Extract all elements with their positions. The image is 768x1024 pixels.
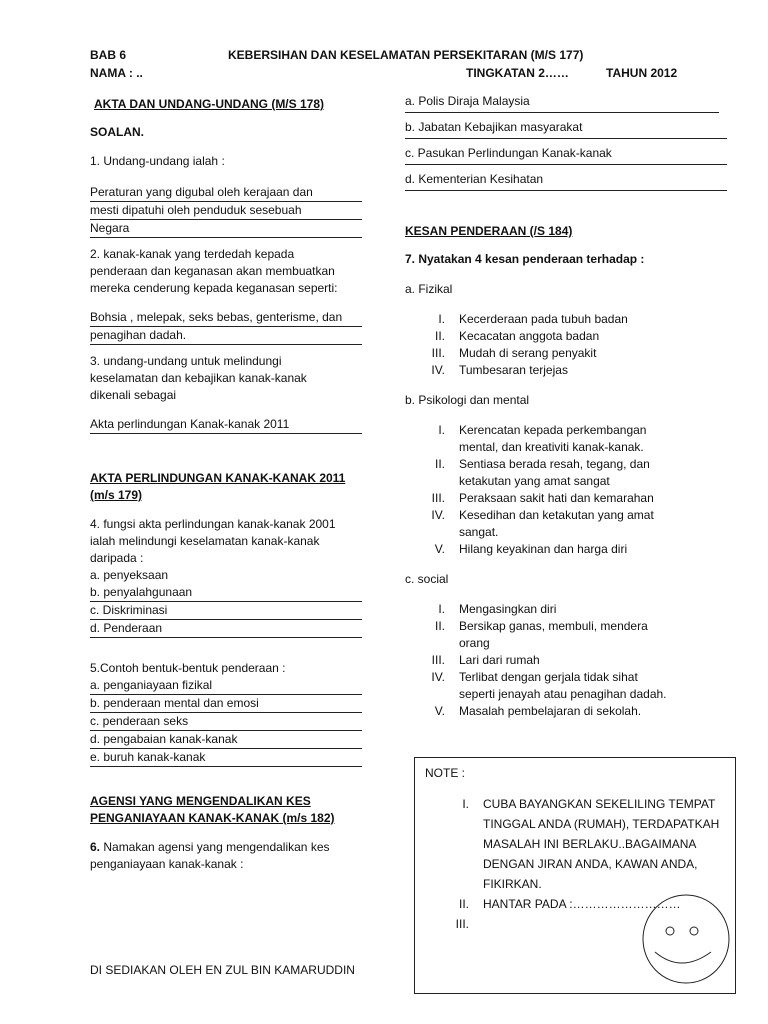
question-4-line-2: ialah melindungi keselamatan kanak-kanak — [90, 534, 320, 548]
note-item-3: III. — [455, 917, 469, 931]
answer-1-line-2: mesti dipatuhi oleh penduduk sesebuah — [90, 202, 362, 220]
fizikal-item: I. Kecerderaan pada tubuh badan — [438, 312, 628, 326]
social-item: IV. Terlibat dengan gerjala tidak sihat seperti jenayah atau penagihan dadah. — [431, 670, 667, 701]
note-item-2: II. HANTAR PADA :……………………… — [458, 897, 681, 911]
note-item-1: I. CUBA BAYANGKAN SEKELILING TEMPAT TINGGAL ANDA (RUMAH), TERDAPATKAH MASALAH INI BERLAKU..BAGAIMANA DENGAN JIRAN ANDA, KAWAN ANDA, FIKIRKAN. — [462, 797, 720, 891]
social-item: III. Lari dari rumah — [431, 653, 540, 667]
agency-option: a. Polis Diraja Malaysia — [405, 93, 719, 113]
question-5-option: e. buruh kanak-kanak — [90, 749, 362, 767]
section-title-agensi-line-2: PENGANIAYAAN KANAK-KANAK (m/s 182) — [90, 811, 335, 825]
social-item: V. Masalah pembelajaran di sekolah. — [434, 704, 642, 718]
question-4-option: b. penyalahgunaan — [90, 584, 362, 602]
page-title: KEBERSIHAN DAN KESELAMATAN PERSEKITARAN (M/S 177) — [228, 48, 584, 62]
question-4-line-3: daripada : — [90, 551, 144, 565]
question-6-line-2: penganiayaan kanak-kanak : — [90, 857, 244, 871]
note-box — [414, 757, 736, 994]
smiley-face-icon — [641, 894, 731, 986]
question-1: 1. Undang-undang ialah : — [90, 154, 225, 168]
question-2-line-2: penderaan dan keganasan akan membuatkan — [90, 264, 335, 278]
question-3-line-1: 3. undang-undang untuk melindungi — [90, 354, 282, 368]
question-7: 7. Nyatakan 4 kesan penderaan terhadap : — [405, 252, 645, 266]
agency-option: b. Jabatan Kebajikan masyarakat — [405, 119, 727, 139]
answer-2-line-2: penagihan dadah. — [90, 327, 362, 345]
psikologi-item: V. Hilang keyakinan dan harga diri — [434, 542, 628, 556]
agency-option: d. Kementerian Kesihatan — [405, 171, 727, 191]
question-5-option: c. penderaan seks — [90, 713, 362, 731]
question-5: 5.Contoh bentuk-bentuk penderaan : — [90, 661, 286, 675]
question-3-line-2: keselamatan dan kebajikan kanak-kanak — [90, 371, 307, 385]
question-6-text: Namakan agensi yang mengendalikan kes — [100, 840, 330, 854]
fizikal-label: a. Fizikal — [405, 282, 453, 296]
soalan-label: SOALAN. — [90, 125, 144, 139]
left-column — [90, 96, 362, 873]
question-6-line-1 — [90, 839, 362, 856]
answer-1-line-1: Peraturan yang digubal oleh kerajaan dan — [90, 184, 362, 202]
social-item: II. Bersikap ganas, membuli, mendera orang — [434, 619, 648, 650]
agency-option: c. Pasukan Perlindungan Kanak-kanak — [405, 145, 727, 165]
psikologi-item: IV. Kesedihan dan ketakutan yang amat sangat. — [431, 508, 654, 539]
fizikal-item: III. Mudah di serang penyakit — [431, 346, 597, 360]
section-title-akta-perlindungan: AKTA PERLINDUNGAN KANAK-KANAK 2011 — [90, 471, 346, 485]
name-label: NAMA : .. — [90, 66, 143, 80]
form-label: TINGKATAN 2…… — [466, 66, 569, 80]
section-title-akta-perlindungan-page: (m/s 179) — [90, 488, 143, 502]
section-title-agensi: AGENSI YANG MENGENDALIKAN KES — [90, 794, 311, 808]
question-4-option: c. Diskriminasi — [90, 602, 362, 620]
question-4-option: d. Penderaan — [90, 620, 362, 638]
question-2-line-1: 2. kanak-kanak yang terdedah kepada — [90, 247, 295, 261]
question-2-line-3: mereka cenderung kepada keganasan seperti: — [90, 281, 338, 295]
answer-2-line-1: Bohsia , melepak, seks bebas, genterisme, dan — [90, 309, 362, 327]
question-4-line-1: 4. fungsi akta perlindungan kanak-kanak 2001 — [90, 517, 336, 531]
right-column — [405, 93, 727, 720]
psikologi-item: II. Sentiasa berada resah, tegang, dan ketakutan yang amat sangat — [434, 457, 650, 488]
fizikal-item: II. Kecacatan anggota badan — [434, 329, 600, 343]
section-title-akta: AKTA DAN UNDANG-UNDANG (M/S 178) — [94, 97, 324, 111]
question-3-line-3: dikenali sebagai — [90, 388, 177, 402]
footer-credit: DI SEDIAKAN OLEH EN ZUL BIN KAMARUDDIN — [90, 963, 355, 977]
question-5-option: b. penderaan mental dan emosi — [90, 695, 362, 713]
question-6-number: 6. — [90, 840, 101, 854]
question-5-option: d. pengabaian kanak-kanak — [90, 731, 362, 749]
question-5-option: a. penganiayaan fizikal — [90, 677, 362, 695]
section-title-kesan: KESAN PENDERAAN (/S 184) — [405, 224, 573, 238]
answer-1-line-3: Negara — [90, 220, 362, 238]
psikologi-item: I. Kerencatan kepada perkembangan mental, dan kreativiti kanak-kanak. — [438, 423, 647, 454]
note-title: NOTE : — [425, 766, 466, 780]
fizikal-item: IV. Tumbesaran terjejas — [431, 363, 568, 377]
social-item: I. Mengasingkan diri — [438, 602, 557, 616]
psikologi-item: III. Peraksaan sakit hati dan kemarahan — [431, 491, 654, 505]
chapter-label: BAB 6 — [90, 48, 127, 62]
year-label: TAHUN 2012 — [606, 66, 678, 80]
social-label: c. social — [405, 572, 449, 586]
psikologi-label: b. Psikologi dan mental — [405, 393, 530, 407]
answer-3: Akta perlindungan Kanak-kanak 2011 — [90, 416, 362, 434]
question-4-option: a. penyeksaan — [90, 568, 169, 582]
